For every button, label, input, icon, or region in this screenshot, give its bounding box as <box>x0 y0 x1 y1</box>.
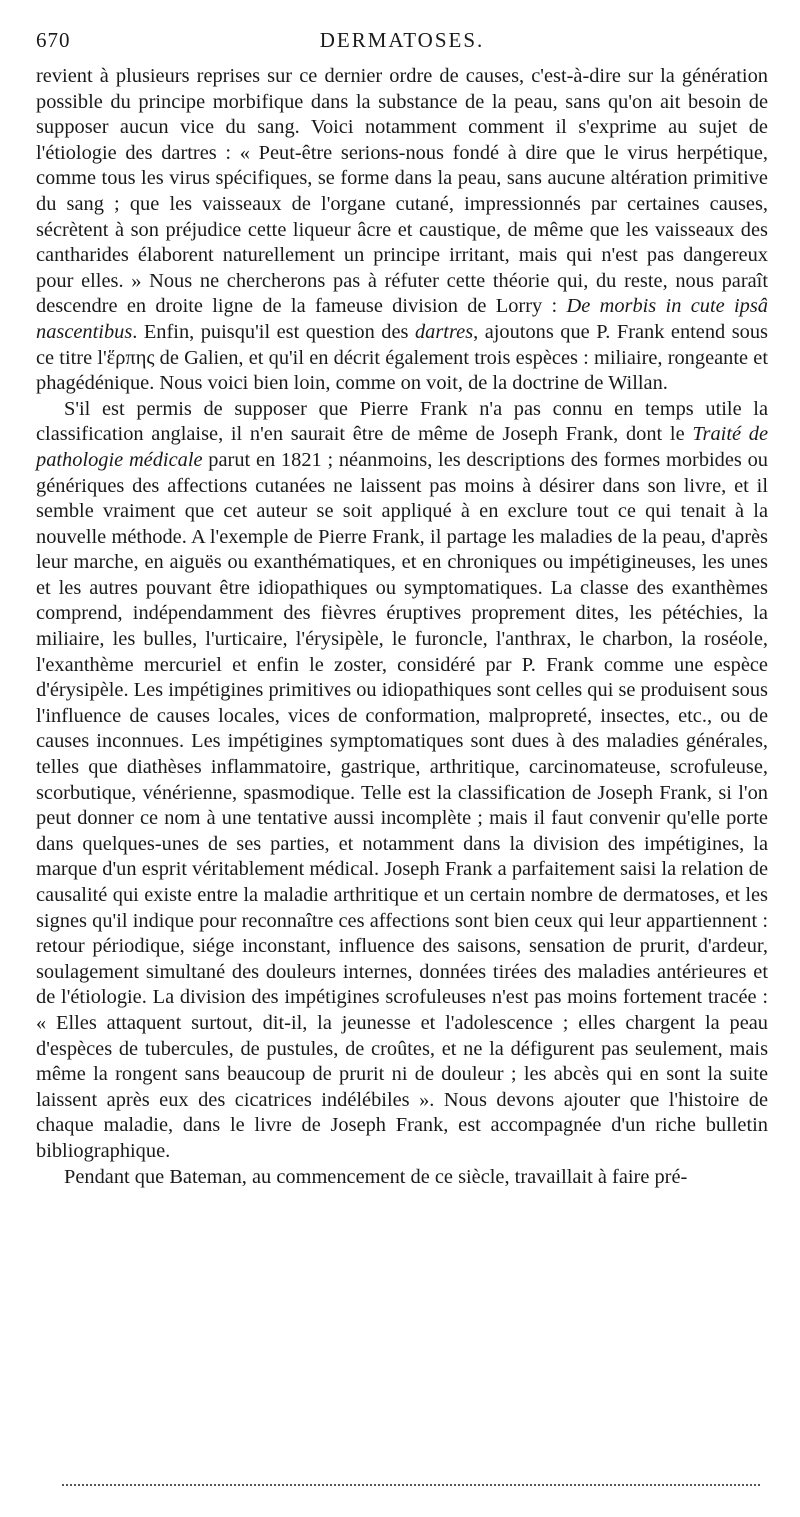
text-run: Pendant que Bateman, au commencement de ce siècle, travaillait à faire pré- <box>64 1165 688 1188</box>
text-run: . Enfin, puisqu'il est question des <box>132 320 415 343</box>
italic-text: dartres <box>414 320 474 343</box>
paragraph <box>36 64 768 397</box>
text-run: S'il est permis de supposer que Pierre Frank n'a pas connu en temps utile la classification anglaise, il n'en saurait être de même de Joseph Frank, dont le <box>36 397 768 446</box>
running-title: DERMATOSES. <box>319 28 485 52</box>
page-number: 670 <box>36 28 71 52</box>
paragraph <box>36 1165 768 1191</box>
text-run: revient à plusieurs reprises sur ce dernier ordre de causes, c'est-à-dire sur la génération possible du principe morbifique dans la substance de la peau, sans qu'on ait besoin de supposer aucun vice du sang. Voici notamment comment il s'exprime au sujet de l'étiologie des dartres : « Peut-être serions-nous fondé à dire que le virus herpétique, comme tous les virus spécifiques, se forme dans la peau, sans aucune altération primitive du sang ; que les vaisseaux de l'organe cutané, impressionnés par certaines causes, sécrètent à son préjudice cette liqueur âcre et caustique, de même que les vaisseaux des cantharides élaborent naturellement un principe irritant, mais qui n'est pas dangereux pour elles. » Nous ne chercherons pas à réfuter cette théorie qui, du reste, nous paraît descendre en droite ligne de la fameuse division de Lorry : <box>36 65 768 318</box>
page-header <box>36 28 768 58</box>
text-run: , ajoutons que P. Frank entend sous ce titre l'ἕρπης de Galien, et qu'il en décrit également trois espèces : miliaire, rongeante et phagédénique. Nous voici bien loin, comme on voit, de la doctrine de Willan. <box>36 320 768 395</box>
italic-text: Traité de pathologie médicale <box>36 423 768 471</box>
paragraph <box>36 397 768 1165</box>
italic-text: De morbis in cute ipsâ nascentibus <box>36 295 768 343</box>
text-run: parut en 1821 ; néanmoins, les descriptions des formes morbides ou génériques des affections cutanées ne laissent pas moins à désirer dans son livre, et il semble vraiment que cet auteur se soit appliqué à en exclure tout ce qui tenait à la nouvelle méthode. A l'exemple de Pierre Frank, il partage les maladies de la peau, d'après leur marche, en aiguës ou exanthématiques, et en chroniques ou impétigineuses, les unes et les autres pouvant être idiopathiques ou symptomatiques. La classe des exanthèmes comprend, indépendamment des fièvres éruptives proprement dites, les pétéchies, la miliaire, les bulles, l'urticaire, l'érysipèle, le furoncle, l'anthrax, le charbon, la roséole, l'exanthème mercuriel et enfin le zoster, considéré par P. Frank comme une espèce d'érysipèle. Les impétigines primitives ou idiopathiques sont celles qui se produisent sous l'influence de causes locales, vices de conformation, malpropreté, insectes, etc., ou de causes inconnues. Les impétigines symptomatiques sont dues à des maladies générales, telles que diathèses inflammatoire, gastrique, arthritique, carcinomateuse, scrofuleuse, scorbutique, vénérienne, spasmodique. Telle est la classification de Joseph Frank, si l'on peut donner ce nom à une tentative aussi incomplète ; mais il faut convenir qu'elle porte dans quelques-unes de ses parties, et notamment dans la division des impétigines, la marque d'un esprit véritablement médical. Joseph Frank a parfaitement saisi la relation de causalité qui existe entre la maladie arthritique et un certain nombre de dermatoses, et les signes qu'il indique pour reconnaître ces affections sont bien ceux qui leur appartiennent : retour périodique, siége inconstant, influence des saisons, sensation de prurit, d'ardeur, soulagement simultané des douleurs internes, données tirées des maladies antérieures et de l'étiologie. La division des impétigines scrofuleuses n'est pas moins fortement tracée : « Elles attaquent surtout, dit-il, la jeunesse et l'adolescence ; elles chargent la peau d'espèces de tubercules, de pustules, de croûtes, et ne la défigurent pas seulement, mais même la rongent sans beaucoup de prurit ni de douleur ; les abcès qui en sont la suite laissent après eux des cicatrices indélébiles ». Nous devons ajouter que l'histoire de chaque maladie, dans le livre de Joseph Frank, est accompagnée d'un riche bulletin bibliographique. <box>36 448 768 1162</box>
body-text <box>36 64 768 1190</box>
footer-dotted-rule <box>62 1478 760 1486</box>
